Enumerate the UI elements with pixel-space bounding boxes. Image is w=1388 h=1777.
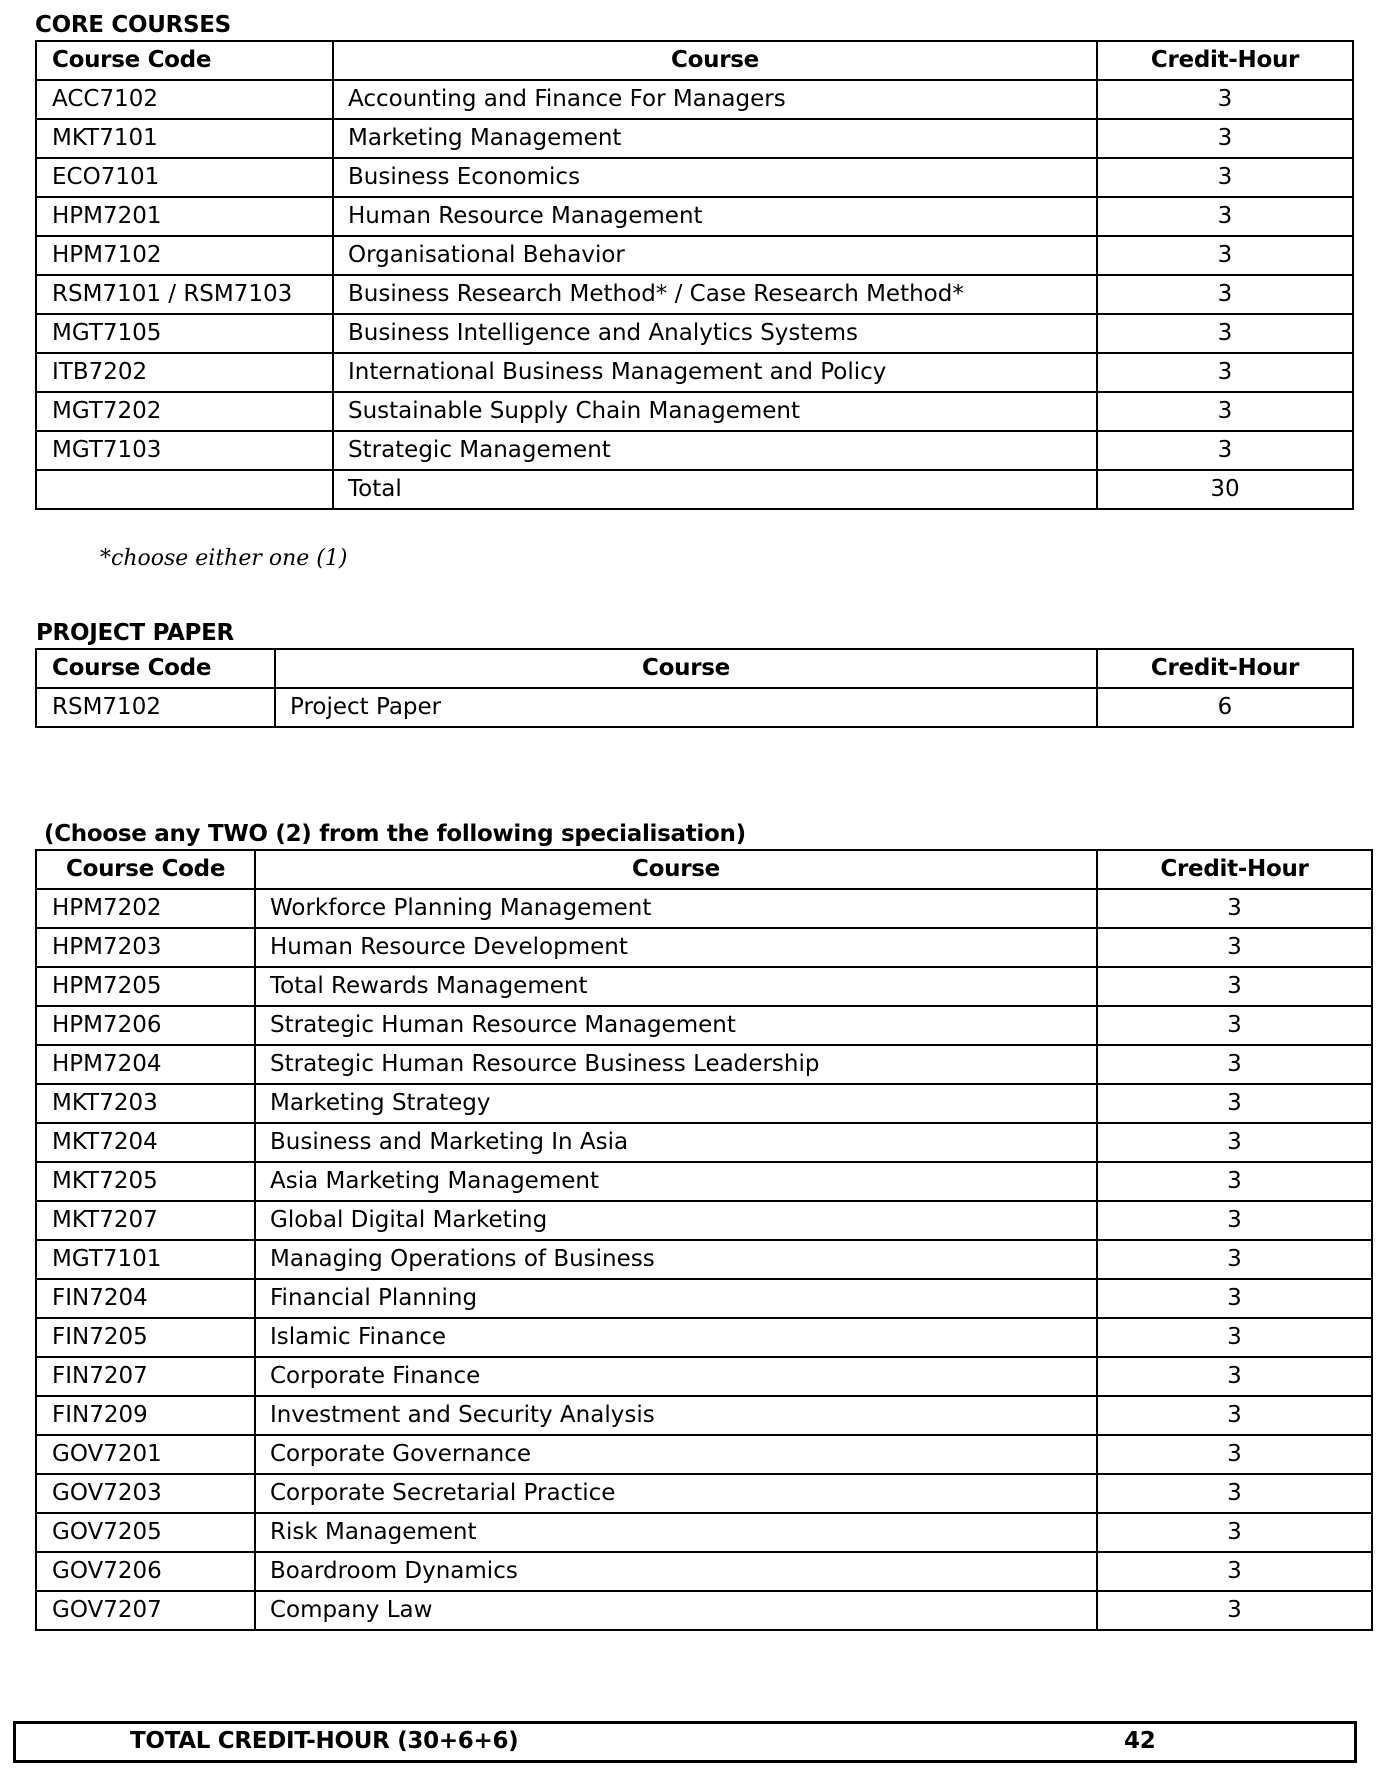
course-code-cell: GOV7203 [36, 1474, 255, 1513]
header-course-code: Course Code [36, 41, 333, 80]
credit-hour-cell: 3 [1097, 1513, 1372, 1552]
table-row [36, 1279, 1372, 1318]
course-name-cell: Business Economics [333, 158, 1097, 197]
table-row [36, 80, 1353, 119]
table-row [36, 1552, 1372, 1591]
specialisation-table [35, 849, 1373, 1631]
credit-hour-cell: 3 [1097, 1435, 1372, 1474]
credit-hour-cell: 3 [1097, 158, 1353, 197]
course-code-cell: HPM7203 [36, 928, 255, 967]
course-name-cell: Organisational Behavior [333, 236, 1097, 275]
course-code-cell: FIN7207 [36, 1357, 255, 1396]
course-code-cell: FIN7205 [36, 1318, 255, 1357]
course-name-cell: Boardroom Dynamics [255, 1552, 1097, 1591]
credit-hour-cell: 3 [1097, 314, 1353, 353]
course-name-cell: Business and Marketing In Asia [255, 1123, 1097, 1162]
table-row [36, 236, 1353, 275]
course-code-cell: FIN7209 [36, 1396, 255, 1435]
core-courses-heading: CORE COURSES [35, 12, 231, 38]
credit-hour-cell: 3 [1097, 1474, 1372, 1513]
credit-hour-cell: 3 [1097, 1591, 1372, 1630]
project-paper-table [35, 648, 1354, 728]
credit-hour-cell: 3 [1097, 889, 1372, 928]
credit-hour-cell: 3 [1097, 1240, 1372, 1279]
table-row [36, 889, 1372, 928]
course-code-cell: MGT7202 [36, 392, 333, 431]
table-row [36, 314, 1353, 353]
table-row [36, 1162, 1372, 1201]
course-name-cell: Corporate Governance [255, 1435, 1097, 1474]
course-code-cell: MKT7204 [36, 1123, 255, 1162]
project-paper-heading: PROJECT PAPER [36, 620, 234, 646]
table-row [36, 1474, 1372, 1513]
course-name-cell: Company Law [255, 1591, 1097, 1630]
course-code-cell: MGT7103 [36, 431, 333, 470]
credit-hour-cell: 3 [1097, 1162, 1372, 1201]
course-name-cell: Total Rewards Management [255, 967, 1097, 1006]
course-name-cell: Managing Operations of Business [255, 1240, 1097, 1279]
credit-hour-cell: 3 [1097, 236, 1353, 275]
core-courses-table [35, 40, 1354, 510]
course-name-cell: Workforce Planning Management [255, 889, 1097, 928]
course-name-cell: Strategic Human Resource Management [255, 1006, 1097, 1045]
course-code-cell: RSM7101 / RSM7103 [36, 275, 333, 314]
course-code-cell: HPM7201 [36, 197, 333, 236]
course-name-cell: Marketing Strategy [255, 1084, 1097, 1123]
credit-hour-cell: 3 [1097, 1045, 1372, 1084]
table-row [36, 1201, 1372, 1240]
credit-hour-cell: 3 [1097, 1552, 1372, 1591]
course-name-cell: Global Digital Marketing [255, 1201, 1097, 1240]
choose-either-note: *choose either one (1) [100, 546, 348, 571]
table-row [36, 1318, 1372, 1357]
course-name-cell: Business Research Method* / Case Research Method* [333, 275, 1097, 314]
table-header-row [36, 41, 1353, 80]
course-name-cell: Strategic Human Resource Business Leadership [255, 1045, 1097, 1084]
credit-hour-cell: 3 [1097, 1201, 1372, 1240]
credit-hour-cell: 3 [1097, 1318, 1372, 1357]
table-row [36, 1084, 1372, 1123]
total-label: Total [333, 470, 1097, 509]
credit-hour-cell: 3 [1097, 928, 1372, 967]
table-row [36, 1006, 1372, 1045]
header-course: Course [255, 850, 1097, 889]
table-row [36, 1396, 1372, 1435]
credit-hour-cell: 3 [1097, 1279, 1372, 1318]
course-name-cell: International Business Management and Policy [333, 353, 1097, 392]
table-header-row [36, 649, 1353, 688]
course-code-cell: HPM7102 [36, 236, 333, 275]
course-name-cell: Financial Planning [255, 1279, 1097, 1318]
course-code-cell: MGT7101 [36, 1240, 255, 1279]
credit-hour-cell: 3 [1097, 392, 1353, 431]
course-name-cell: Islamic Finance [255, 1318, 1097, 1357]
course-name-cell: Investment and Security Analysis [255, 1396, 1097, 1435]
course-name-cell: Project Paper [275, 688, 1097, 727]
course-name-cell: Risk Management [255, 1513, 1097, 1552]
course-code-cell: HPM7202 [36, 889, 255, 928]
table-header-row [36, 850, 1372, 889]
table-row [36, 1123, 1372, 1162]
credit-hour-cell: 3 [1097, 1006, 1372, 1045]
course-code-cell: HPM7204 [36, 1045, 255, 1084]
table-row [36, 275, 1353, 314]
table-row [36, 688, 1353, 727]
table-row [36, 1513, 1372, 1552]
credit-hour-cell: 3 [1097, 1084, 1372, 1123]
specialisation-heading: (Choose any TWO (2) from the following specialisation) [44, 821, 746, 847]
credit-hour-cell: 3 [1097, 197, 1353, 236]
table-row [36, 119, 1353, 158]
course-code-cell: ACC7102 [36, 80, 333, 119]
course-name-cell: Human Resource Management [333, 197, 1097, 236]
header-course-code: Course Code [36, 649, 275, 688]
course-code-cell: GOV7201 [36, 1435, 255, 1474]
table-row [36, 197, 1353, 236]
total-value: 30 [1097, 470, 1353, 509]
course-code-cell: MKT7207 [36, 1201, 255, 1240]
credit-hour-cell: 3 [1097, 80, 1353, 119]
course-code-cell: GOV7207 [36, 1591, 255, 1630]
course-name-cell: Marketing Management [333, 119, 1097, 158]
table-row [36, 1435, 1372, 1474]
credit-hour-cell: 3 [1097, 119, 1353, 158]
header-credit-hour: Credit-Hour [1097, 850, 1372, 889]
course-code-cell: MKT7203 [36, 1084, 255, 1123]
table-row [36, 928, 1372, 967]
credit-hour-cell: 3 [1097, 1123, 1372, 1162]
core-total-row [36, 470, 1353, 509]
credit-hour-cell: 3 [1097, 353, 1353, 392]
course-code-cell: ITB7202 [36, 353, 333, 392]
course-name-cell: Asia Marketing Management [255, 1162, 1097, 1201]
credit-hour-cell: 3 [1097, 1357, 1372, 1396]
credit-hour-cell: 3 [1097, 967, 1372, 1006]
course-code-cell: RSM7102 [36, 688, 275, 727]
course-code-cell: HPM7205 [36, 967, 255, 1006]
header-course-code: Course Code [36, 850, 255, 889]
table-row [36, 431, 1353, 470]
grand-total-value: 42 [1124, 1728, 1156, 1754]
course-code-cell: GOV7205 [36, 1513, 255, 1552]
course-code-cell: MKT7205 [36, 1162, 255, 1201]
credit-hour-cell: 3 [1097, 1396, 1372, 1435]
table-row [36, 967, 1372, 1006]
course-name-cell: Corporate Secretarial Practice [255, 1474, 1097, 1513]
header-credit-hour: Credit-Hour [1097, 41, 1353, 80]
course-code-cell: MKT7101 [36, 119, 333, 158]
table-row [36, 1240, 1372, 1279]
grand-total-label: TOTAL CREDIT-HOUR (30+6+6) [130, 1728, 519, 1754]
course-name-cell: Strategic Management [333, 431, 1097, 470]
header-credit-hour: Credit-Hour [1097, 649, 1353, 688]
header-course: Course [333, 41, 1097, 80]
course-code-cell: MGT7105 [36, 314, 333, 353]
course-name-cell: Sustainable Supply Chain Management [333, 392, 1097, 431]
table-row [36, 1357, 1372, 1396]
table-row [36, 1591, 1372, 1630]
credit-hour-cell: 6 [1097, 688, 1353, 727]
total-empty-cell [36, 470, 333, 509]
course-name-cell: Accounting and Finance For Managers [333, 80, 1097, 119]
course-code-cell: ECO7101 [36, 158, 333, 197]
course-name-cell: Human Resource Development [255, 928, 1097, 967]
table-row [36, 392, 1353, 431]
credit-hour-cell: 3 [1097, 431, 1353, 470]
table-row [36, 158, 1353, 197]
course-code-cell: GOV7206 [36, 1552, 255, 1591]
course-name-cell: Corporate Finance [255, 1357, 1097, 1396]
header-course: Course [275, 649, 1097, 688]
grand-total-box [13, 1721, 1357, 1763]
table-row [36, 1045, 1372, 1084]
course-code-cell: FIN7204 [36, 1279, 255, 1318]
table-row [36, 353, 1353, 392]
course-code-cell: HPM7206 [36, 1006, 255, 1045]
credit-hour-cell: 3 [1097, 275, 1353, 314]
course-name-cell: Business Intelligence and Analytics Systems [333, 314, 1097, 353]
